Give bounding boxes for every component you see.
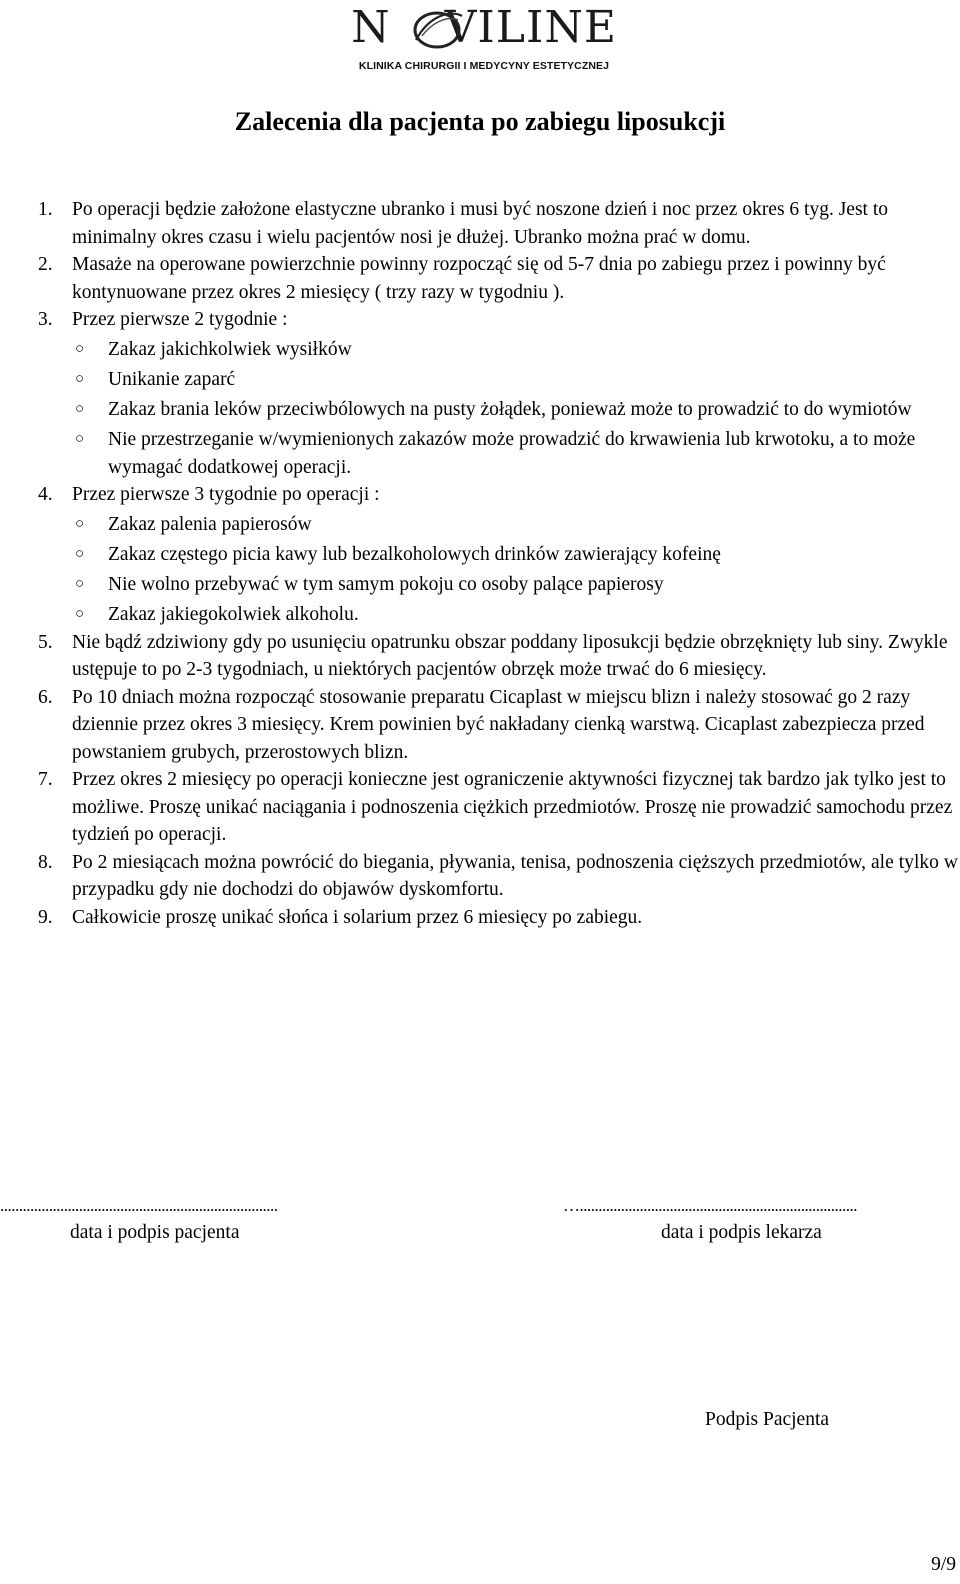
sub-item-text: Zakaz częstego picia kawy lub bezalkoholowych drinków zawierający kofeinę [108, 544, 721, 565]
item-number: 8. [38, 851, 53, 873]
item-number: 9. [38, 906, 53, 928]
list-item [0, 849, 960, 904]
item-text: Po operacji będzie założone elastyczne ubranko i musi być noszone dzień i noc przez okres 6 tyg. Jest to minimalny okres czasu i wielu pacjentów nosi je dłużej. Ubranko można prać w domu. [72, 199, 889, 248]
sub-item-text: Zakaz jakiegokolwiek alkoholu. [108, 604, 359, 625]
item-text: Przez pierwsze 3 tygodnie po operacji : [72, 484, 380, 505]
circle-bullet-icon: ○ [75, 341, 85, 357]
list-item [0, 196, 960, 251]
list-item [0, 904, 960, 932]
logo-wordmark [334, 2, 634, 54]
item-text: Po 10 dniach można rozpocząć stosowanie preparatu Cicaplast w miejscu blizn i należy stosować go 2 razy dziennie przez okres 3 miesięcy. Krem powinien być nakładany cienką warstwą. Cicaplast zabezpiecza przed powstaniem grubych, przerostowych blizn. [72, 686, 925, 763]
circle-bullet-icon: ○ [75, 606, 85, 622]
sub-item-text: Zakaz jakichkolwiek wysiłków [108, 339, 352, 360]
circle-bullet-icon: ○ [75, 546, 85, 562]
circle-bullet-icon: ○ [75, 516, 85, 532]
sub-list-item [0, 366, 960, 394]
item-text: Przez okres 2 miesięcy po operacji konieczne jest ograniczenie aktywności fizycznej tak bardzo jak tylko jest to możliwe. Proszę unikać naciągania i podnoszenia ciężkich przedmiotów. Proszę nie prowadzić samochodu przez tydzień po operacji. [72, 769, 953, 845]
logo-word-left: N [351, 2, 391, 53]
list-item [0, 251, 960, 306]
sub-item-text: Nie przestrzeganie w/wymienionych zakazów może prowadzić do krwawienia lub krwotoku, a to może wymagać dodatkowej operacji. [108, 429, 916, 478]
item-text: Przez pierwsze 2 tygodnie : [72, 309, 288, 330]
item-text: Całkowicie proszę unikać słońca i solarium przez 6 miesięcy po zabiegu. [72, 906, 643, 928]
circle-bullet-icon: ○ [75, 401, 85, 417]
list-item [0, 629, 960, 684]
patient-signature-line: .......................................................................... [0, 1196, 278, 1215]
list-item [0, 766, 960, 849]
sub-list-item [0, 541, 960, 569]
document-title: Zalecenia dla pacjenta po zabiegu liposukcji [234, 107, 726, 136]
logo-swoosh-icon [408, 6, 466, 52]
sub-item-text: Zakaz brania leków przeciwbólowych na pusty żołądek, ponieważ może to prowadzić to do wymiotów [108, 399, 912, 420]
sub-list-item [0, 571, 960, 599]
list-item [0, 684, 960, 767]
sub-list-item [0, 511, 960, 539]
patient-sign-caption: Podpis Pacjenta [705, 1409, 830, 1430]
list-item [0, 306, 960, 334]
sub-item-text: Zakaz palenia papierosów [108, 514, 312, 535]
item-text: Po 2 miesiącach można powrócić do biegania, pływania, tenisa, podnoszenia cięższych przedmiotów, ale tylko w przypadku gdy nie dochodzi do objawów dyskomfortu. [72, 851, 958, 900]
item-number: 6. [38, 686, 53, 708]
item-text: Nie bądź zdziwiony gdy po usunięciu opatrunku obszar poddany liposukcji będzie obrzęknięty lub siny. Zwykle ustępuje to po 2-3 tygodniach, u niektórych pacjentów obrzęk może trwać do 6 miesięcy. [72, 631, 948, 680]
recommendations-list [0, 196, 960, 931]
doctor-signature-label: data i podpis lekarza [661, 1222, 822, 1243]
item-number: 4. [38, 484, 53, 505]
circle-bullet-icon: ○ [75, 576, 85, 592]
sub-item-text: Nie wolno przebywać w tym samym pokoju co osoby palące papierosy [108, 574, 664, 595]
page-number: 9/9 [931, 1554, 956, 1575]
sub-item-text: Unikanie zaparć [108, 369, 236, 390]
circle-bullet-icon: ○ [75, 431, 85, 447]
doctor-signature-line: ….......................................................................... [563, 1196, 857, 1215]
logo-tagline: KLINIKA CHIRURGII I MEDYCYNY ESTETYCZNEJ [358, 60, 610, 72]
patient-signature-label: data i podpis pacjenta [70, 1222, 240, 1243]
item-number: 5. [38, 631, 53, 653]
sub-list-item [0, 336, 960, 364]
sub-list-item [0, 426, 960, 481]
clinic-logo [334, 2, 634, 74]
item-number: 7. [38, 769, 53, 790]
item-number: 3. [38, 309, 53, 330]
item-number: 1. [38, 199, 53, 220]
list-item [0, 481, 960, 509]
item-text: Masaże na operowane powierzchnie powinny rozpocząć się od 5-7 dnia po zabiegu przez i powinny być kontynuowane przez okres 2 miesięcy ( trzy razy w tygodniu ). [72, 254, 886, 303]
logo-word-right: VILINE [444, 2, 617, 53]
circle-bullet-icon: ○ [75, 371, 85, 387]
sub-list-item [0, 396, 960, 424]
sub-list-item [0, 601, 960, 629]
item-number: 2. [38, 254, 53, 275]
